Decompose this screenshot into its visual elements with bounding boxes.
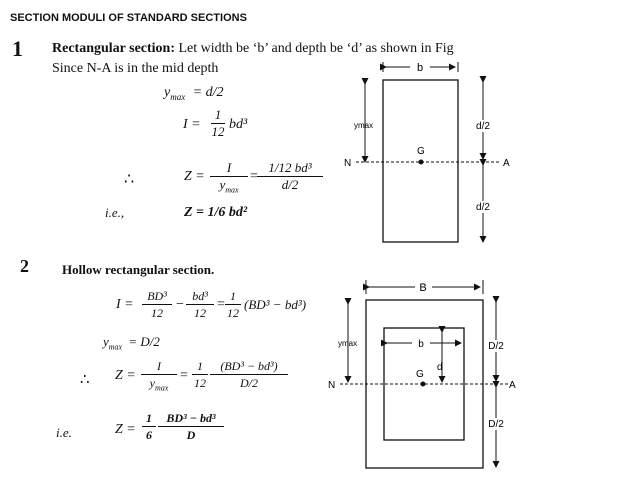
modulus-fraction-1 [210, 160, 248, 199]
hollow-section-figure [326, 272, 522, 474]
heading-label: Rectangular section: [52, 41, 175, 56]
inertia-fraction [211, 107, 225, 140]
fraction-numerator: 1 [225, 288, 241, 305]
ymax-equation [164, 85, 224, 102]
fraction-numerator: (BD³ − bd³) [210, 358, 288, 375]
neutral-axis-a-label: A [509, 380, 516, 391]
fraction-denominator: $y_{max}$ [219, 177, 239, 195]
ymax-symbol: $y_{max}$ [103, 334, 123, 352]
inertia-rest: bd³ [229, 117, 248, 132]
fraction-denominator: 12 [211, 124, 225, 139]
inertia-fraction-inner [186, 288, 214, 321]
centroid-point [419, 160, 424, 165]
modulus-result: Z = 1/6 bd² [184, 205, 248, 220]
inner-width-label: b [418, 339, 424, 350]
ymax-symbol: $y_{max}$ [164, 85, 186, 102]
modulus-lhs: Z = [115, 368, 136, 383]
modulus-lhs: Z = [184, 169, 205, 184]
modulus-fraction-2 [210, 358, 288, 391]
ie-label: i.e. [56, 425, 72, 440]
therefore-symbol: ∴ [124, 171, 135, 188]
modulus-result-lhs: Z = [115, 422, 136, 437]
fraction-numerator: I [210, 160, 248, 177]
centroid-point [421, 382, 426, 387]
section-heading: Hollow rectangular section. [62, 262, 215, 277]
half-depth-label-top: D/2 [488, 341, 504, 352]
equals-sign: = [250, 169, 258, 184]
fraction-denominator: 12 [151, 306, 163, 320]
outer-width-label: B [419, 282, 427, 294]
fraction-numerator: 1 [192, 358, 208, 375]
equals-sign: = [217, 297, 225, 312]
inertia-fraction-factor [225, 288, 241, 321]
inner-depth-label: d [437, 362, 443, 373]
fraction-denominator: D [186, 428, 196, 442]
ymax-equation [103, 334, 160, 352]
section-number: 1 [12, 36, 23, 61]
heading-text: Let width be ‘b’ and depth be ‘d’ as shown in Fig [175, 41, 454, 56]
equals-sign: = [180, 368, 188, 383]
neutral-axis-n-label: N [328, 380, 336, 391]
fraction-numerator: 1 [211, 107, 225, 124]
width-label: b [416, 62, 424, 74]
page-title: SECTION MODULI OF STANDARD SECTIONS [10, 12, 247, 24]
fraction-numerator: 1 [142, 410, 156, 427]
inertia-bracket-term: (BD³ − bd³) [244, 297, 307, 312]
fraction-denominator: 12 [227, 306, 239, 320]
fraction-numerator: BD³ [142, 288, 172, 305]
modulus-fraction-1 [141, 358, 177, 396]
section-number: 2 [20, 256, 29, 276]
fraction-denominator: d/2 [281, 177, 299, 192]
modulus-result-factor [142, 410, 156, 443]
neutral-axis-a-label: A [503, 158, 510, 169]
fraction-denominator: 6 [146, 428, 152, 442]
ymax-label: ymax [354, 121, 374, 130]
fraction-numerator: bd³ [186, 288, 214, 305]
fraction-denominator: 12 [194, 376, 206, 390]
modulus-result-fraction [158, 410, 224, 443]
fraction-numerator: I [141, 358, 177, 375]
half-depth-label-top: d/2 [476, 121, 490, 132]
fraction-numerator: BD³ − bd³ [158, 410, 224, 427]
inertia-lhs: I = [116, 297, 134, 312]
ymax-value: = d/2 [192, 85, 224, 100]
section-heading [52, 41, 454, 57]
ymax-label: ymax [338, 339, 358, 348]
modulus-fraction-factor [192, 358, 208, 391]
inertia-fraction-outer [142, 288, 172, 321]
fraction-denominator: $y_{max}$ [149, 376, 169, 393]
half-depth-label-bottom: D/2 [488, 419, 504, 430]
ymax-value: = D/2 [128, 334, 160, 349]
therefore-symbol: ∴ [80, 372, 90, 388]
centroid-label: G [417, 146, 425, 157]
inertia-lhs: I = [183, 117, 201, 132]
rectangular-section-figure [336, 58, 514, 254]
modulus-fraction-2 [257, 160, 323, 193]
na-statement: Since N-A is in the mid depth [52, 61, 219, 76]
ie-label: i.e., [105, 205, 125, 220]
fraction-denominator: D/2 [240, 376, 258, 390]
neutral-axis-n-label: N [344, 158, 352, 169]
minus-sign: − [176, 297, 184, 312]
centroid-label: G [416, 369, 424, 380]
half-depth-label-bottom: d/2 [476, 202, 490, 213]
fraction-denominator: 12 [194, 306, 206, 320]
fraction-numerator: 1/12 bd³ [257, 160, 323, 177]
